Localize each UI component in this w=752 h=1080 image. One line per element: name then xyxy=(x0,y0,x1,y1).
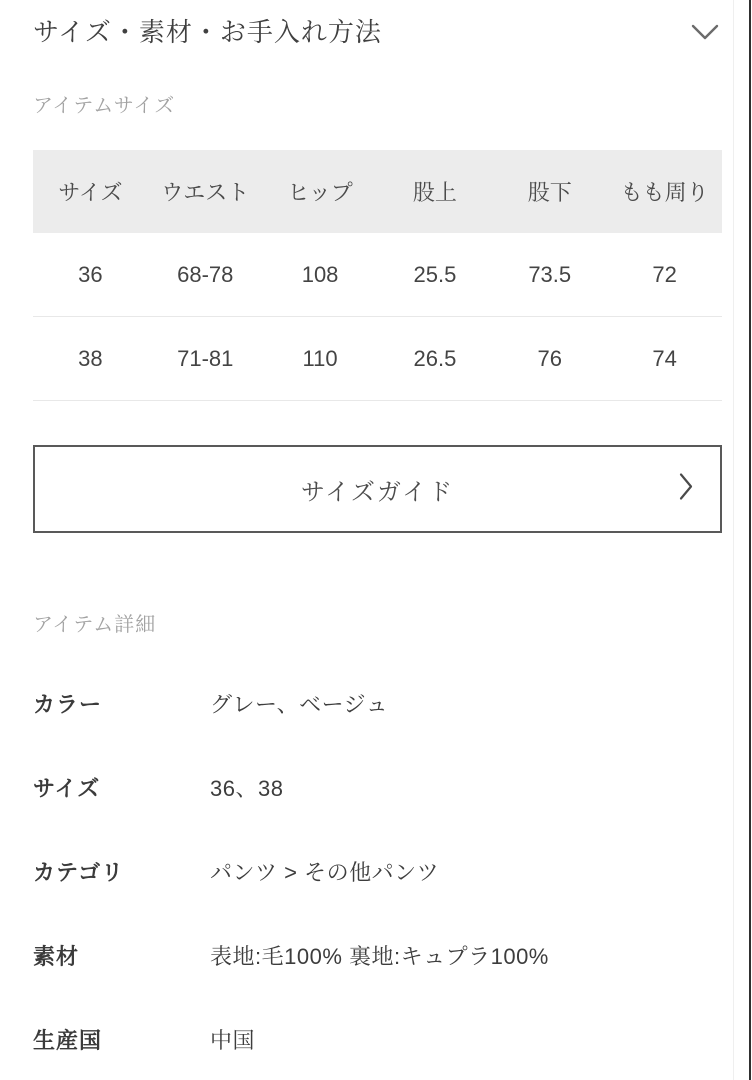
table-cell: 73.5 xyxy=(492,233,607,317)
table-row xyxy=(33,317,722,401)
item-size-section-label: アイテムサイズ xyxy=(33,95,176,117)
detail-value: グレー、ベージュ xyxy=(210,692,389,717)
table-header-cell: 股上 xyxy=(377,150,492,233)
detail-row-category xyxy=(33,859,722,887)
detail-label: サイズ xyxy=(33,776,101,801)
table-cell: 74 xyxy=(607,317,722,401)
detail-label: カテゴリ xyxy=(33,860,125,885)
detail-row-material xyxy=(33,943,722,971)
chevron-right-icon xyxy=(678,472,694,507)
detail-value: 36、38 xyxy=(210,776,284,801)
detail-value: パンツ > その他パンツ xyxy=(210,860,440,885)
table-cell: 36 xyxy=(33,233,148,317)
table-cell: 68-78 xyxy=(148,233,263,317)
table-cell: 72 xyxy=(607,233,722,317)
size-table xyxy=(33,150,722,401)
detail-label: 素材 xyxy=(33,944,80,969)
detail-row-size xyxy=(33,775,722,803)
detail-value: 表地:毛100% 裏地:キュプラ100% xyxy=(210,944,549,969)
table-cell: 76 xyxy=(492,317,607,401)
table-header-cell: サイズ xyxy=(33,150,148,233)
table-cell: 26.5 xyxy=(377,317,492,401)
detail-label: 生産国 xyxy=(33,1028,103,1053)
table-cell: 108 xyxy=(263,233,378,317)
detail-row-color xyxy=(33,691,722,719)
table-header-cell: ヒップ xyxy=(263,150,378,233)
table-cell: 38 xyxy=(33,317,148,401)
detail-label: カラー xyxy=(33,692,103,717)
table-header-cell: 股下 xyxy=(492,150,607,233)
detail-row-country xyxy=(33,1027,722,1055)
chevron-down-icon xyxy=(690,22,720,47)
table-header-cell: もも周り xyxy=(607,150,722,233)
detail-value: 中国 xyxy=(210,1028,256,1053)
size-table-header-row xyxy=(33,150,722,233)
item-detail-section-label: アイテム詳細 xyxy=(33,614,157,636)
accordion-title: サイズ・素材・お手入れ方法 xyxy=(33,17,382,47)
table-cell: 71-81 xyxy=(148,317,263,401)
table-cell: 25.5 xyxy=(377,233,492,317)
item-detail-list xyxy=(33,691,722,1055)
screen-edge-border xyxy=(749,0,751,1080)
size-guide-button[interactable] xyxy=(33,445,722,533)
size-material-care-accordion[interactable] xyxy=(33,0,722,50)
table-row xyxy=(33,233,722,317)
size-guide-label: サイズガイド xyxy=(300,478,455,506)
table-cell: 110 xyxy=(263,317,378,401)
scrollbar-track-line xyxy=(733,0,734,1080)
table-header-cell: ウエスト xyxy=(148,150,263,233)
